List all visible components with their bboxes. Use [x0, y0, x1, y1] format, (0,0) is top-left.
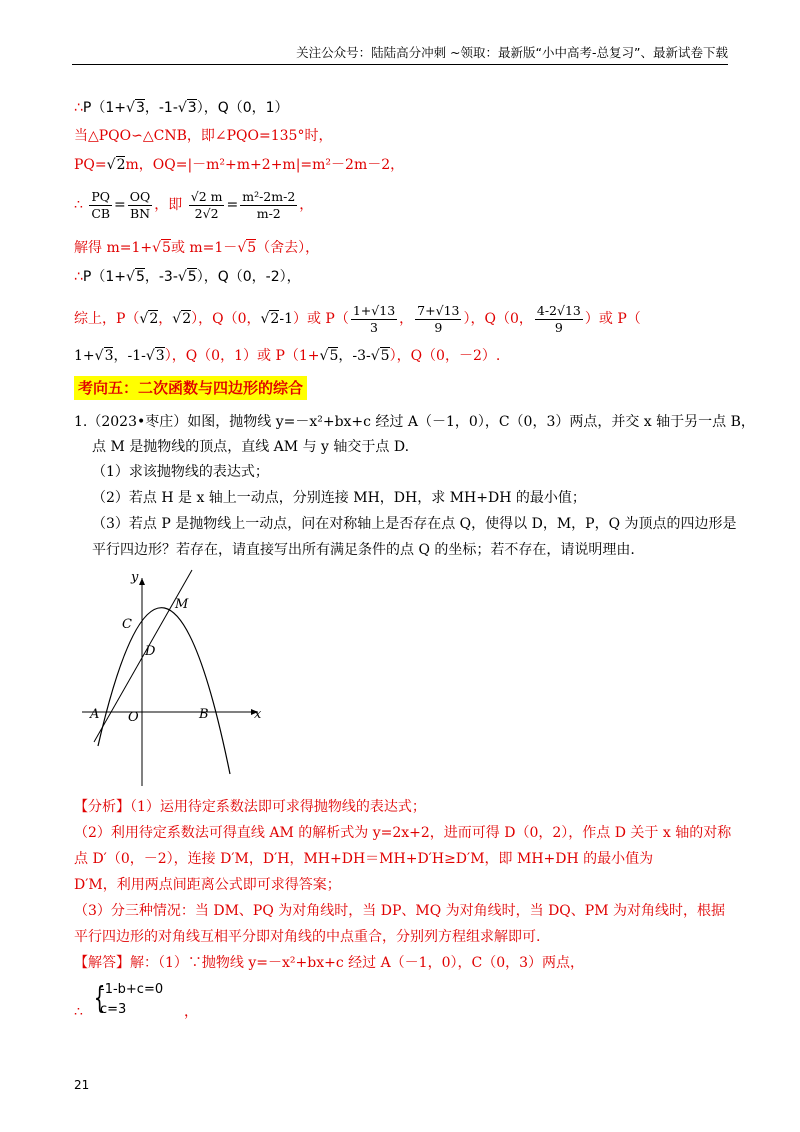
- label-b: B: [199, 707, 209, 722]
- answer-line-3: PQ=√2m，OQ=|－m²+m+2+m|=m²－2m－2，: [74, 157, 405, 173]
- fraction-oq-bn: $\frac{OQ}{BN}$: [129, 188, 151, 221]
- analysis-line-5: （3）分三种情况：当 DM、PQ 为对角线时，当 DP、MQ 为对角线时，当 DQ、PM 为对角线时，根据: [74, 903, 725, 919]
- solution-line-1: 【解答】解：（1）∵抛物线 y=－x²+bx+c 经过 A（－1，0），C（0，3）两点，: [74, 955, 585, 971]
- fraction-right: $\frac{\text{m²-2m-2}}{m-2}$: [242, 188, 296, 221]
- analysis-line-3: 点 D′（0，－2），连接 D′M，D′H，MH+DH＝MH+D′H≥D′M，即 MH+DH 的最小值为: [74, 851, 654, 867]
- answer-line-4: ∴ $\frac{PQ}{CB}$ = $\frac{OQ}{BN}$ ，即 $\frac{√2 m}{2√2}$ = $\frac{\text{m²-2m-2}}{m-2}$ ，: [74, 188, 314, 221]
- parabola-figure: [80, 566, 280, 791]
- answer-line-5: 解得 m=1+√5或 m=1－√5（舍去），: [74, 240, 320, 256]
- summary-line-1: 综上，P（√2，√2），Q（0，√2-1）或 P（ $\frac{1+√13}{3}$ ， $\frac{7+√13}{9}$ ），Q（0， $\frac{4-2√13}{9}$ ）或 P（: [74, 302, 641, 335]
- page-number: 21: [74, 1078, 90, 1092]
- fraction-pq-cb: $\frac{PQ}{CB}$: [91, 188, 111, 221]
- fraction-left: $\frac{√2 m}{2√2}$: [190, 188, 223, 221]
- answer-line-6: ∴P（1+√5，-3-√5），Q（0，-2），: [74, 269, 301, 285]
- analysis-line-6: 平行四边形的对角线互相平分即对角线的中点重合，分别列方程组求解即可.: [74, 929, 541, 945]
- section-heading: 考向五：二次函数与四边形的综合: [74, 376, 307, 400]
- equation-system: ∴ { -1-b+c=0 c=3 ，: [74, 981, 198, 1020]
- problem-line-6: 平行四边形？若存在，请直接写出所有满足条件的点 Q 的坐标；若不存在，请说明理由.: [92, 542, 635, 558]
- label-c: C: [122, 617, 132, 632]
- fraction-p2x: $\frac{1+√13}{3}$: [352, 302, 396, 335]
- analysis-line-2: （2）利用待定系数法可得直线 AM 的解析式为 y=2x+2，进而可得 D（0，2），作点 D 关于 x 轴的对称: [74, 825, 732, 841]
- label-o: O: [128, 710, 139, 725]
- y-axis-arrow: [139, 578, 145, 585]
- answer-line-2: 当△PQO∽△CNB，即∠PQO=135°时，: [74, 128, 333, 144]
- fraction-q2y: $\frac{4-2√13}{9}$: [536, 302, 581, 335]
- analysis-line-1: 【分析】（1）运用待定系数法即可求得抛物线的表达式；: [74, 799, 426, 815]
- summary-line-2: 1+√3，-1-√3），Q（0，1）或 P（1+√5，-3-√5），Q（0，－2）.: [74, 348, 501, 364]
- fraction-p2y: $\frac{7+√13}{9}$: [417, 302, 460, 335]
- problem-part-3: （3）若点 P 是抛物线上一动点，问在对称轴上是否存在点 Q，使得以 D，M，P，Q 为顶点的四边形是: [92, 516, 737, 532]
- problem-part-2: （2）若点 H 是 x 轴上一动点，分别连接 MH，DH，求 MH+DH 的最小值；: [92, 490, 586, 506]
- analysis-line-4: D′M，利用两点间距离公式即可求得答案；: [74, 877, 341, 893]
- label-d: D: [145, 644, 156, 659]
- label-y: y: [131, 570, 139, 585]
- label-x: x: [254, 707, 262, 722]
- label-m: M: [175, 597, 189, 612]
- problem-line-1: 1.（2023•枣庄）如图，抛物线 y=－x²+bx+c 经过 A（－1，0），C（0，3）两点，并交 x 轴于另一点 B，: [74, 414, 755, 430]
- page-header: 关注公众号：陆陆高分冲刺 ~领取：最新版“小中高考-总复习”、最新试卷下载: [72, 44, 728, 65]
- parabola-curve: [98, 608, 230, 774]
- label-a: A: [90, 707, 100, 722]
- problem-part-1: （1）求该抛物线的表达式；: [92, 464, 269, 480]
- answer-line-1: ∴P（1+√3，-1-√3），Q（0，1）: [74, 100, 289, 116]
- line-am: [94, 570, 192, 742]
- problem-line-2: 点 M 是抛物线的顶点，直线 AM 与 y 轴交于点 D.: [92, 439, 410, 455]
